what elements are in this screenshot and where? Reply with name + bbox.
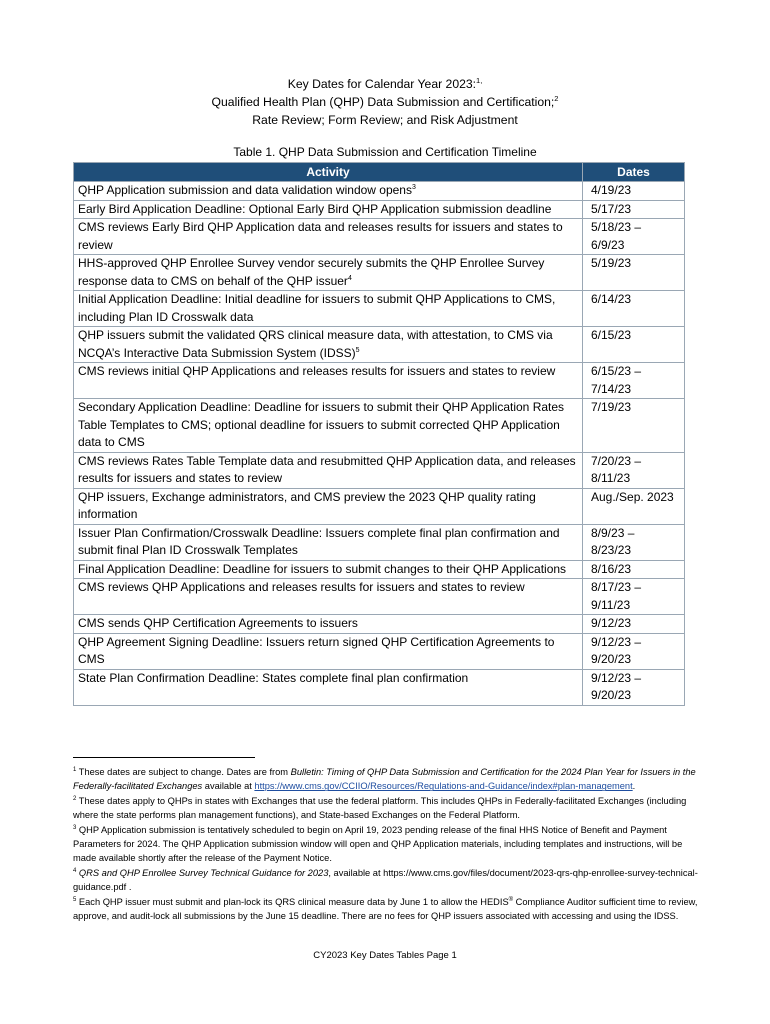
header-dates: Dates (583, 163, 685, 182)
table-row (74, 327, 685, 363)
key-dates-table (73, 162, 685, 706)
date-text: 9/12/23 – (591, 634, 642, 649)
date-text: 8/9/23 – (591, 525, 635, 540)
date-text: Aug./Sep. 2023 (591, 489, 674, 504)
activity-cell (74, 182, 583, 201)
activity-text: QHP Application submission and data validation window opens (78, 183, 412, 197)
activity-text: HHS-approved QHP Enrollee Survey vendor securely submits the QHP Enrollee Survey response data to CMS on behalf of the QHP issuer (78, 256, 545, 288)
dates-cell (583, 452, 685, 488)
table-row (74, 200, 685, 219)
activity-cell (74, 363, 583, 399)
date-text: 8/16/23 (591, 561, 632, 576)
activity-cell (74, 327, 583, 363)
table-row (74, 633, 685, 669)
plan-management-link[interactable]: https://www.cms.gov/CCIIO/Resources/Regulations-and-Guidance/index#plan-management (254, 781, 633, 792)
dates-cell (583, 363, 685, 399)
table-row (74, 219, 685, 255)
dates-cell (583, 200, 685, 219)
footnote-1: $^1$ These dates are subject to change. Dates are from Bulletin: Timing of QHP Data Submission and Certification for the 2024 Plan Year for Issuers in the Federally-facilitated Exchanges available at https://www.cms.gov/CCIIO/Resources/Regulations-and-Guidance/index#plan-management. (73, 767, 696, 792)
table-row (74, 291, 685, 327)
date-text: 6/14/23 (591, 292, 632, 306)
page-footer: CY2023 Key Dates Tables Page 1 (313, 950, 457, 961)
date-text: 8/23/23 (591, 543, 632, 557)
date-text: 6/15/23 (591, 328, 632, 342)
date-text: 5/17/23 (591, 201, 632, 216)
table-row (74, 452, 685, 488)
table-row (74, 524, 685, 560)
dates-cell (583, 255, 685, 291)
footnote-ref: 5 (355, 346, 360, 354)
activity-cell (74, 524, 583, 560)
title-line-1: Key Dates for Calendar Year 2023:$^{1,}$ (287, 76, 483, 91)
activity-cell (74, 669, 583, 705)
table-body (74, 182, 685, 706)
dates-cell (583, 669, 685, 705)
activity-text: QHP Agreement Signing Deadline: Issuers return signed QHP Certification Agreements to CMS (78, 634, 555, 666)
table-row (74, 182, 685, 201)
date-text: 8/11/23 (591, 471, 631, 485)
footnote-ref: 3 (411, 184, 416, 191)
activity-cell (74, 615, 583, 634)
footnote-ref: 4 (347, 274, 352, 282)
activity-text: State Plan Confirmation Deadline: States complete final plan confirmation (78, 670, 469, 685)
header-activity: Activity (74, 163, 583, 182)
table-caption: Table 1. QHP Data Submission and Certification Timeline (233, 145, 537, 159)
dates-cell (583, 488, 685, 524)
footnotes (73, 765, 703, 923)
dates-cell (583, 182, 685, 201)
date-text: 5/19/23 (591, 256, 632, 270)
date-text: 9/11/23 (591, 597, 631, 612)
dates-cell (583, 524, 685, 560)
date-text: 7/19/23 (591, 400, 632, 414)
activity-cell (74, 452, 583, 488)
activity-text: Final Application Deadline: Deadline for issuers to submit changes to their QHP Applications (78, 561, 567, 576)
title-line-3: Rate Review; Form Review; and Risk Adjustment (252, 113, 518, 127)
table-row (74, 560, 685, 579)
activity-cell (74, 200, 583, 219)
date-text: 7/20/23 – (591, 453, 642, 468)
dates-cell (583, 399, 685, 453)
footnote-2: $^2$ These dates apply to QHPs in states with Exchanges that use the federal platform. This includes QHPs in Federally-facilitated Exchanges (including where the state performs plan management functions), and State-based Exchanges on the Federal Platform. (73, 795, 687, 821)
activity-text: Secondary Application Deadline: Deadline for issuers to submit their QHP Application Rates Table Templates to CMS; optional deadline for issuers to submit corrected QHP Application data to CMS (78, 400, 565, 449)
date-text: 9/12/23 (591, 616, 632, 630)
activity-text: CMS reviews QHP Applications and releases results for issuers and states to review (78, 580, 525, 594)
activity-cell (74, 291, 583, 327)
activity-text: QHP issuers submit the validated QRS clinical measure data, with attestation, to CMS via NCQA’s Interactive Data Submission System (IDSS) (78, 328, 553, 360)
footnote-4: $^4$ QRS and QHP Enrollee Survey Technical Guidance for 2023, available at https://www.cms.gov/files/document/2023-qrs-qhp-enrollee-survey-technical-guidance.pdf . (73, 867, 698, 893)
table-row (74, 579, 685, 615)
activity-cell (74, 255, 583, 291)
table-row (74, 669, 685, 705)
date-text: 8/17/23 – (591, 580, 642, 594)
activity-cell (74, 399, 583, 453)
date-text: 4/19/23 (591, 183, 632, 197)
date-text: 9/20/23 (591, 652, 632, 666)
activity-text: CMS reviews Rates Table Template data and resubmitted QHP Application data, and releases results for issuers and states to review (78, 453, 576, 485)
date-text: 6/15/23 – (591, 364, 642, 378)
table-header-row (74, 163, 685, 182)
table-row (74, 255, 685, 291)
footnote-3: $^3$ QHP Application submission is tentatively scheduled to begin on April 19, 2023 pending release of the final HHS Notice of Benefit and Payment Parameters for 2024. The QHP Application submission window will open and QHP Application materials, including templates and instructions, will be made available shortly after the release of the Payment Notice. (73, 824, 683, 864)
dates-cell (583, 291, 685, 327)
table-row (74, 363, 685, 399)
activity-text: QHP issuers, Exchange administrators, and CMS preview the 2023 QHP quality rating information (78, 489, 536, 521)
dates-cell (583, 579, 685, 615)
activity-text: CMS reviews initial QHP Applications and releases results for issuers and states to review (78, 364, 556, 378)
title-line-2: Qualified Health Plan (QHP) Data Submission and Certification;$^2$ (211, 94, 559, 109)
date-text: 5/18/23 – (591, 220, 642, 234)
activity-text: Early Bird Application Deadline: Optional Early Bird QHP Application submission deadline (78, 201, 552, 216)
dates-cell (583, 327, 685, 363)
activity-text: Initial Application Deadline: Initial deadline for issuers to submit QHP Applications to CMS, including Plan ID Crosswalk data (78, 292, 556, 324)
activity-cell (74, 488, 583, 524)
dates-cell (583, 560, 685, 579)
footnote-divider (73, 757, 255, 758)
activity-text: Issuer Plan Confirmation/Crosswalk Deadline: Issuers complete final plan confirmation and submit final Plan ID Crosswalk Templates (78, 525, 560, 557)
date-text: 9/12/23 – (591, 670, 642, 685)
activity-text: CMS sends QHP Certification Agreements to issuers (78, 616, 358, 630)
activity-cell (74, 633, 583, 669)
footnote-5: $^5$ Each QHP issuer must submit and plan-lock its QRS clinical measure data by June 1 to allow the HEDIS® Compliance Auditor sufficient time to review, approve, and audit-lock all submissions by the June 15 deadline. There are no fees for QHP issuers associated with accessing and using the IDSS. (73, 896, 698, 922)
activity-cell (74, 579, 583, 615)
table-row (74, 399, 685, 453)
activity-text: CMS reviews Early Bird QHP Application data and releases results for issuers and states to review (78, 220, 563, 252)
dates-cell (583, 615, 685, 634)
dates-cell (583, 633, 685, 669)
table-row (74, 615, 685, 634)
date-text: 6/9/23 (591, 237, 625, 252)
dates-cell (583, 219, 685, 255)
activity-cell (74, 560, 583, 579)
date-text: 7/14/23 (591, 381, 632, 396)
activity-cell (74, 219, 583, 255)
table-row (74, 488, 685, 524)
date-text: 9/20/23 (591, 688, 632, 702)
